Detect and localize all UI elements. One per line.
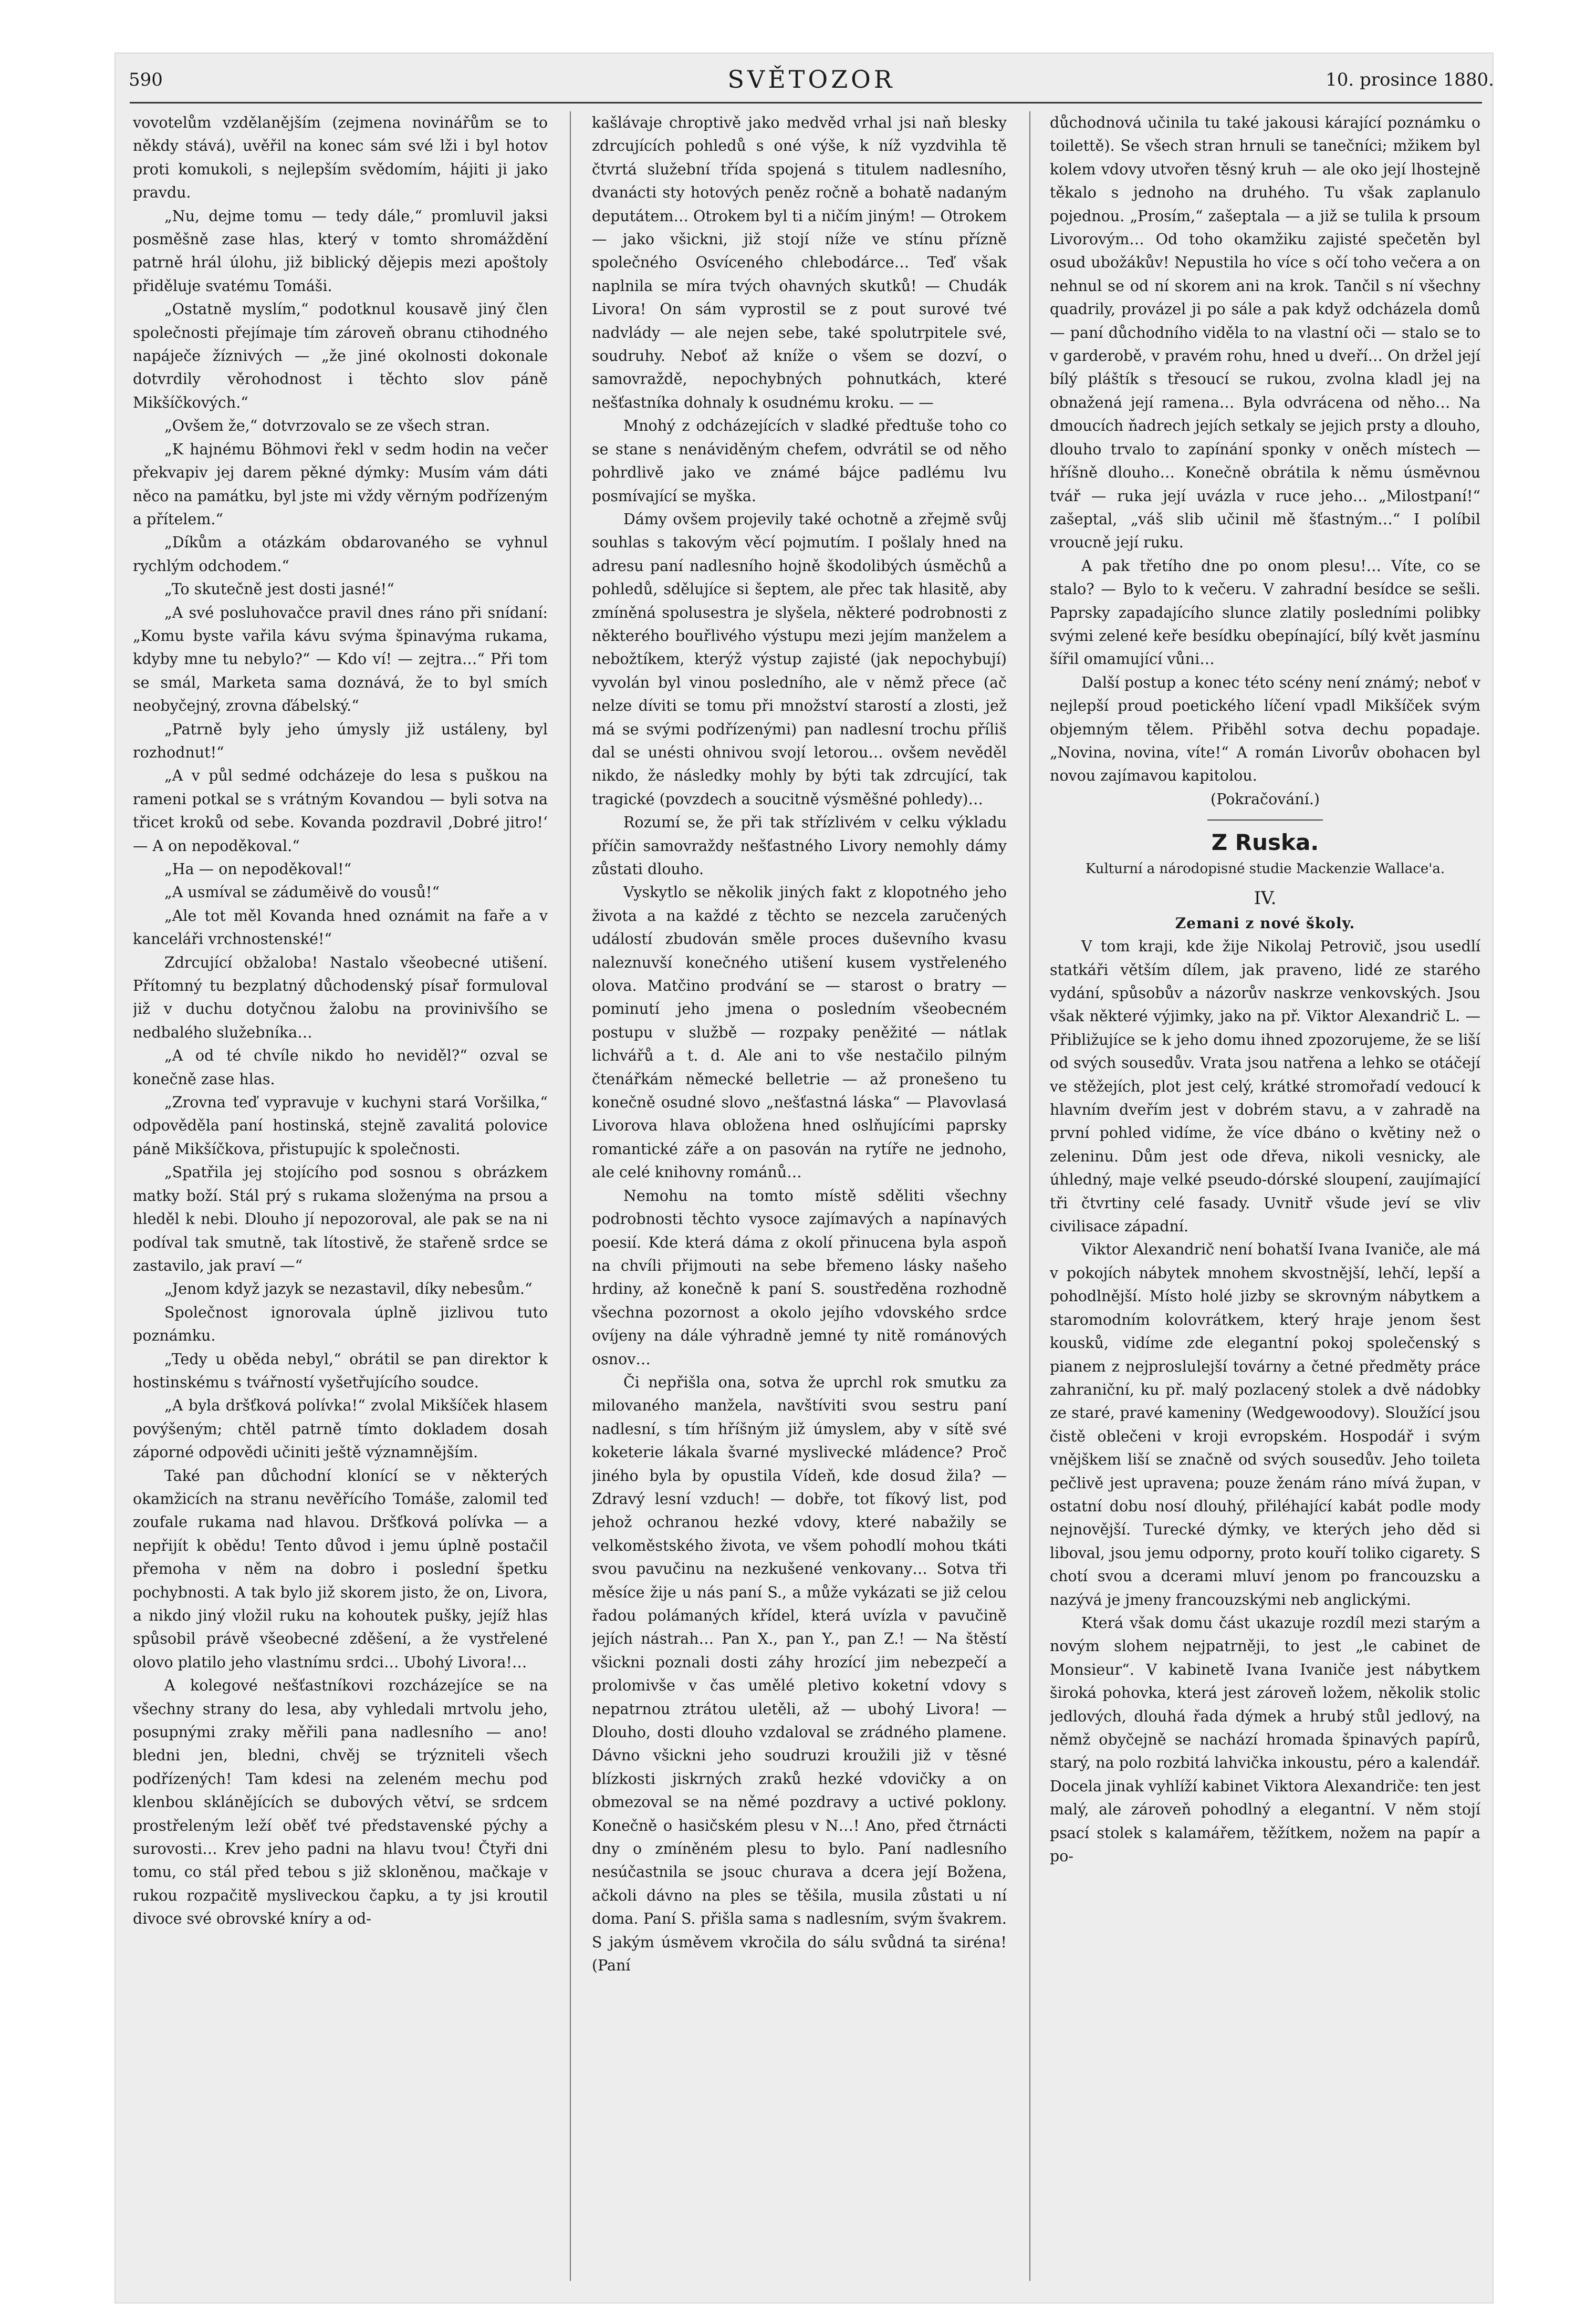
paragraph: A kolegové nešťastníkovi rozcházejíce se na všechny strany do lesa, aby vyhledali mrtvolu jeho, posupnými zraky měřili pana nadlesního — ano! bledni jen, bledni, chvěj se trýzniteli všech podřízených! Tam kdesi na zeleném mechu pod klenbou sklánějících se dubových větví, se srdcem prostřeleným leží oběť tvé představenské pýchy a surovosti… Krev jeho padni na hlavu tvou! Čtyři dni tomu, co stál před tebou s již skloněnou, mačkaje v rukou rozpačitě mysliveckou čapku, a ty jsi kroutil divoce své obrovské kníry a od-	[133, 1677, 548, 1928]
paper-edge	[114, 53, 1494, 2304]
paragraph: V tom kraji, kde žije Nikolaj Petrovič, jsou usedlí statkáři větším dílem, jak praveno, lidé ze starého vydání, spůsobův a názorův naskrze venkovských. Jsou však některé výjimky, jako na př. Viktor Alexandrič L. — Přibližujíce se k jeho domu ihned zpozorujeme, že se liší od svých sousedův. Vrata jsou natřena a lehko se otáčejí ve stěžejích, plot jest celý, krátké stromořadí vedoucí k hlavním dveřím jest v dobrém stavu, a v zahradě na první pohled vidíme, že více dbáno o květiny než o zeleninu. Dům jest ode dřeva, nikoli vesnicky, ale úhledný, maje velké pseudo-dórské sloupení, zaujímající tři čtvrtiny celé fasady. Uvnitř všude jeví se vliv civilisace západní.	[1050, 938, 1480, 1236]
continued-note: (Pokračování.)	[1210, 790, 1320, 808]
page-number: 590	[129, 69, 163, 90]
paragraph: „Díkům a otázkám obdarovaného se vyhnul rychlým odchodem.“	[133, 534, 548, 575]
paragraph: „Ostatně myslím,“ podotknul kousavě jiný člen společnosti přejímaje tím zároveň obranu ctihodného napáječe žíznivých — „že jiné okolnosti dokonale dotvrdily věrohodnost i těchto slov páně Mikšíčkových.“	[133, 300, 548, 411]
paragraph: A pak třetího dne po onom plesu!… Víte, co se stalo? — Bylo to k večeru. V zahradní besídce se sešli. Paprsky zapadajícího slunce zlatily posledními polibky svými zelené keře besídku obepínající, bílý květ jasmínu šířil omamující vůni…	[1050, 557, 1480, 668]
issue-date: 10. prosince 1880.	[1326, 69, 1494, 90]
paragraph: kašlávaje chroptivě jako medvěd vrhal jsi naň blesky zdrcujících pohledů s oné výše, k níž vyzdvihla tě čtvrtá služební třída spojená s titulem nadlesního, dvanácti sty hotových peněz ročně a bohatě nadaným deputátem… Otrokem byl ti a ničím jiným! — Otrokem — jako všickni, již stojí níže ve stínu přízně společného Osvíceného chlebodárce… Teď však naplnila se míra tvých ohavných skutků! — Chudák Livora! On sám vyprostil se z pout surové tvé nadvlády — ale nejen sebe, také spolutrpitele své, soudruhy. Neboť až kníže o všem se dozví, o samovraždě, nepochybných pohnutkách, které nešťastníka dohnaly k osudnému kroku. — —	[592, 114, 1007, 411]
paragraph: Či nepřišla ona, sotva že uprchl rok smutku za milovaného manžela, navštíviti svou sestru paní nadlesní, s tím hříšným již úmyslem, aby v sítě své koketerie lákala švarné myslivecké mládence? Proč jiného byla by opustila Vídeň, kde dosud žila? — Zdravý lesní vzduch! — dobře, tot fíkový list, pod jehož ochranou hezké vdovy, které nabažily se velkoměstského života, ve všem pohodlí mohou tkáti svou pavučinu na nezkušené venkovany… Sotva tři měsíce žije u nás paní S., a může vykázati se již celou řadou polámaných křídel, která uvízla v pavučině jejích nástrah… Pan X., pan Y., pan Z.! — Na štěstí všickni poznali dosti záhy hrozící jim nebezpečí a prolomivše v čas umělé pletivo koketní vdovy s nepatrnou ztrátou uletěli, až — ubohý Livora! — Dlouho, dosti dlouho vzdaloval se zrádného plamene. Dávno všickni jeho soudruzi kroužili již v těsné blízkosti jiskrných zraků hezké vdovičky a on obmezoval se na němé pozdravy a uctivé poklony. Konečně o hasičském plesu v N…! Ano, před čtrnácti dny o zmíněném plesu to bylo. Paní nadlesního nesúčastnila se jsouc churava a dcera její Božena, ačkoli dávno na ples se těšila, musila zůstati u ní doma. Paní S. přišla sama s nadlesním, svým švakrem. S jakým úsměvem vkročila do sálu svůdná ta siréna! (Paní	[592, 1373, 1007, 1975]
paragraph: důchodnová učinila tu také jakousi kárající poznámku o toilettě). Se všech stran hrnuli se tanečníci; mžikem byl kolem vdovy utvořen těsný kruh — ale oko její lhostejně těkalo s jednoho na druhého. Tu však zaplanulo pojednou. „Prosím,“ zašeptala — a již se tulila k prsoum Livorovým… Od toho okamžiku zajisté spečetěn byl osud ubožákův! Nepustila ho více s očí toho večera a on nehnul se od ní skorem ani na krok. Tančil s ní všechny quadrily, provázel ji po sále a pak když odcházela domů — paní důchodního viděla to na vlastní oči — stalo se to v garderobě, v pravém rohu, hned u dveří… On držel její bílý pláštík s třesoucí se rukou, zvolna kladl jej na obnažená její ramena… Byla odvrácena od něho… Na dmoucích ňadrech jejích setkaly se jejich prsty a dlouho, dlouho trvalo to zapínání sponky v oněch místech — hříšně dlouho… Konečně obrátila k němu úsměvnou tvář — ruka její uvázla v ruce jeho… „Milostpaní!“ zašeptal, „váš slib učinil mě šťastným…“ I políbil vroucně její ruku.	[1050, 114, 1480, 552]
journal-title: SVĚTOZOR	[727, 65, 895, 94]
paragraph: „Ale tot měl Kovanda hned oznámit na faře a v kanceláři vrchnostenské!“	[133, 907, 548, 948]
section-subtitle: Kulturní a národopisné studie Mackenzie Wallace'a.	[1085, 861, 1445, 877]
paragraph: Společnost ignorovala úplně jizlivou tuto poznámku.	[133, 1303, 548, 1345]
paragraph: „To skutečně jest dosti jasné!“	[164, 580, 394, 598]
paragraph: „Jenom když jazyk se nezastavil, díky nebesům.“	[164, 1280, 533, 1298]
paragraph: „Spatřila jej stojícího pod sosnou s obrázkem matky boží. Stál prý s rukama složenýma na prsou a hleděl k nebi. Dlouho jí nepozoroval, ale pak se na ni podíval tak smutně, tak lítostivě, že stařeně srdce se zastavilo, jak praví —“	[133, 1164, 548, 1274]
paragraph: „A v půl sedmé odcházeje do lesa s puškou na rameni potkal se s vrátným Kovandou — byli sotva na třicet kroků od sebe. Kovanda pozdravil ‚Dobré jitro!‘ — A on nepoděkoval.“	[133, 767, 548, 855]
paragraph: „Ha — on nepoděkoval!“	[164, 860, 352, 878]
paragraph: Nemohu na tomto místě sděliti všechny podrobnosti těchto vysoce zajímavých a napínavých poesií. Kde která dáma z okolí přinucena byla aspoň na chvíli přijmouti na sebe břemeno lásky našeho hrdiny, až konečně k paní S. soustředěna rozhodně všechna pozornost a okolo jejího vdovského srdce ovíjeny na dále výhradně jemné ty nitě románových osnov…	[592, 1187, 1007, 1368]
paragraph: „Nu, dejme tomu — tedy dále,“ promluvil jaksi posměšně zase hlas, který v tomto shromáždění patrně hrál úlohu, již biblický dějepis mezi apoštoly přiděluje svatému Tomáši.	[133, 207, 548, 295]
paragraph: „Zrovna teď vypravuje v kuchyni stará Voršilka,“ odpověděla paní hostinská, stejně zavalitá polovice páně Mikšíčkova, přistupujíc k společnosti.	[133, 1094, 548, 1158]
paragraph: Dámy ovšem projevily také ochotně a zřejmě svůj souhlas s takovým věcí pojmutím. I pošlaly hned na adresu paní nadlesního hojně škodolibých úsměchů a pohledů, sdělujíce si šeptem, ale přec tak hlasitě, aby zmíněná spolusestra je slyšela, některé podrobnosti z některého bouřlivého výstupu mezi jejím manželem a nebožtíkem, kterýž výstup zajisté (jak nepochybují) vyvolán byl vinou posledního, ale v němž přece (ač nelze díviti se tomu při množství starostí a zlosti, jež má se svými podřízenými) pan nadlesní trochu příliš dal se unésti ohnivou svojí letorou… ovšem nevěděl nikdo, že následky mohly by býti tak zdrcující, tak tragické (povzdech a soucitně výsměšné pohledy)…	[592, 510, 1007, 808]
paragraph: Mnohý z odcházejících v sladké předtuše toho co se stane s nenáviděným chefem, odvrátil se od něho pohrdlivě jako ve známé bájce padlému lvu posmívající se myška.	[592, 417, 1007, 505]
chapter-title: Zemani z nové školy.	[1175, 915, 1355, 932]
paragraph: „K hajnému Böhmovi řekl v sedm hodin na večer překvapiv jej darem pěkné dýmky: Musím vám dáti něco na památku, byl jste mi vždy věrným podřízeným a přítelem.“	[133, 440, 548, 528]
paragraph: „A své posluhovačce pravil dnes ráno při snídaní: „Komu byste vařila kávu svýma špinavýma rukama, kdyby mne tu nebylo?“ — Kdo ví! — zejtra…“ Při tom se smál, Marketa sama doznává, že to byl smích neobyčejný, zrovna ďábelský.“	[133, 604, 548, 715]
paragraph: „A usmíval se záduměivě do vousů!“	[164, 884, 440, 901]
paragraph: Další postup a konec této scény není známý; neboť v nejlepší proud poetického líčení vpadl Mikšíček svým objemným tělem. Přiběhl sotva dechu popadaje. „Novina, novina, víte!“ A román Livorův obohacen byl novou zajímavou kapitolou.	[1050, 673, 1480, 785]
paragraph: Rozumí se, že při tak střízlivém v celku výkladu příčin samovraždy nešťastného Livory nemohly dámy zůstati dlouho.	[592, 814, 1007, 878]
paragraph: vovotelům vzdělanějším (zejmena novinářům se to někdy stává), uvěřil na konec sám své lži i byl hotov proti komukoli, s nejlepším svědomím, hájiti ji jako pravdu.	[133, 114, 548, 202]
paragraph: Také pan důchodní klonící se v některých okamžicích na stranu nevěřícího Tomáše, zalomil teď zoufale rukama nad hlavou. Dršťková polívka — a nepřijít k obědu! Tento důvod i jemu úplně postačil přemoha v něm na dobro i poslední špetku pochybnosti. A tak bylo již skorem jisto, že on, Livora, a nikdo jiný vložil ruku na kohoutek pušky, jejíž hlas spůsobil právě všeobecné zděšení, a že vystřelené olovo platilo jeho vlastnímu srdci… Ubohý Livora!…	[133, 1467, 548, 1671]
chapter-number: IV.	[1254, 888, 1277, 909]
paragraph: Viktor Alexandrič není bohatší Ivana Ivaniče, ale má v pokojích nábytek mnohem skvostnější, lehčí, lepší a pohodlnější. Místo holé jizby se skrovným nábytkem a staromodním kolovrátkem, který hraje jenom šest kousků, vidíme zde elegantní pokoj společenský s pianem z nejproslulejší továrny a četné předměty práce zahraniční, ku př. malý pozlacený stolek a dvě nádobky ze staré, pravé kameniny (Wedgewoodovy). Sloužící jsou čistě oblečeni v kroji evropském. Hospodář i svým vnějškem liší se značně od svých sousedův. Jeho toileta pečlivě jest upravena; pouze ženám ráno mívá župan, v ostatní dobu nosí dlouhý, přiléhající kabát podle mody nejnovější. Turecké dýmky, ve kterých jeho děd si liboval, jsou jemu odporny, proto kouří toliko cigarety. S chotí svou a dcerami mluví jenom po francouzsku a nazývá je jmeny francouzskými neb anglickými.	[1050, 1241, 1480, 1609]
paragraph: „A byla dršťková polívka!“ zvolal Mikšíček hlasem povýšeným; chtěl patrně tímto dokladem dosah záporné odpovědi učiniti ještě významnějším.	[133, 1397, 548, 1461]
paragraph: „Tedy u oběda nebyl,“ obrátil se pan direktor k hostinskému s tvářností vyšetřujícího soudce.	[133, 1350, 548, 1391]
paragraph: „A od té chvíle nikdo ho neviděl?“ ozval se konečně zase hlas.	[133, 1047, 548, 1088]
paragraph: Zdrcující obžaloba! Nastalo všeobecné utišení. Přítomný tu bezplatný důchodenský písař formuloval již v duchu dotyčnou žalobu na provinivšího se nedbalého služebníka…	[133, 953, 548, 1041]
paragraph: Která však domu část ukazuje rozdíl mezi starým a novým slohem nejpatrněji, to jest „le cabinet de Monsieur“. V kabinetě Ivana Ivaniče jest nábytkem široká pohovka, která jest zároveň ložem, několik stolic jedlových, dlouhá řada dýmek a hrubý stůl jedlový, na němž obyčejně se nachází hromada špinavých papírů, starý, na polo rozbitá lahvička inkoustu, péro a kalendář. Docela jinak vyhlíží kabinet Viktora Alexandriče: ten jest malý, ale zároveň pohodlný a elegantní. V něm stojí psací stolek s kalamářem, těžítkem, nožem na papír a po-	[1050, 1614, 1480, 1865]
paragraph: „Ovšem že,“ dotvrzovalo se ze všech stran.	[164, 417, 491, 435]
section-title: Z Ruska.	[1211, 829, 1319, 856]
paragraph: Vyskytlo se několik jiných fakt z klopotného jeho života a na každé z těchto se nezcela zaručených událostí zbudován směle proces duševního kvasu naleznuvší konečného utišení kusem vystřeleného olova. Matčino prodvání se — starost o bratry — pominutí jeho jmena o posledním všeobecném postupu v službě — rozpaky peněžité — nátlak lichvářů a t. d. Ale ani to vše nestačilo pilným čtenářkám německé belletrie — až pronešeno tu konečně osudné slovo „nešťastná láska“ — Plavovlasá Livorova hlava obložena hned oslňujícími paprsky romantické záře a on pasován na rytíře ne jednoho, ale celé knihovny románů…	[592, 884, 1007, 1181]
paragraph: „Patrně byly jeho úmysly již ustáleny, byl rozhodnut!“	[133, 720, 548, 761]
